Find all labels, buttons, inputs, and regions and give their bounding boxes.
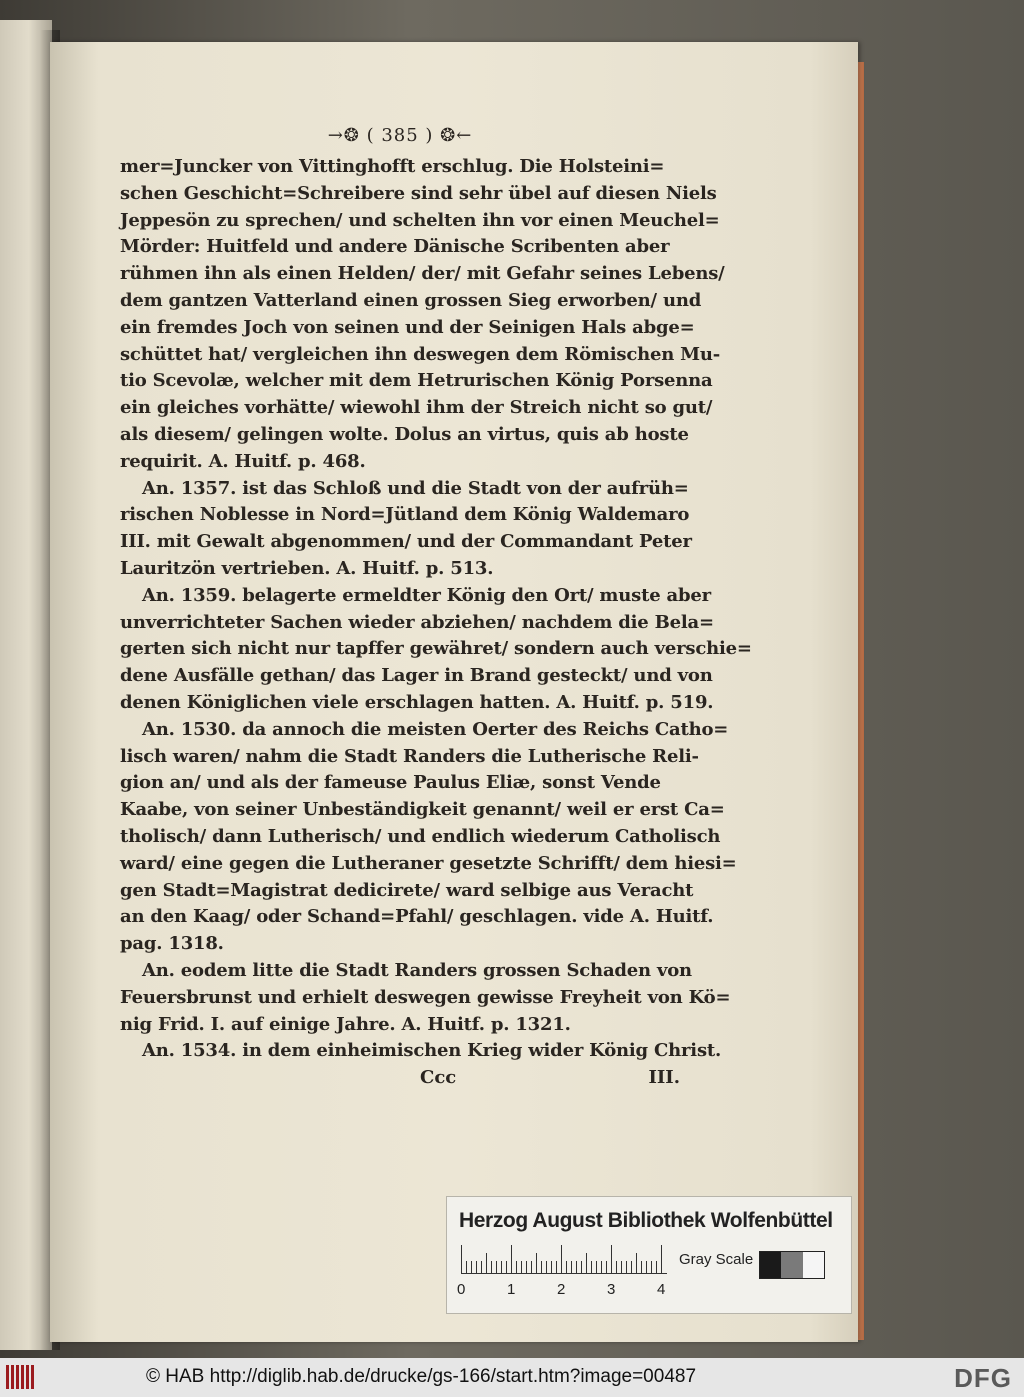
text-line: unverrichteter Sachen wieder abziehen/ nachdem die Bela= [120, 611, 714, 633]
ruler-tick [556, 1261, 557, 1273]
ruler-tick [596, 1261, 597, 1273]
ruler-tick [461, 1245, 462, 1273]
ruler-tick [481, 1261, 482, 1273]
text-line: pag. 1318. [120, 933, 224, 955]
gray-swatch [803, 1252, 824, 1278]
text-line: Jeppesön zu sprechen/ und schelten ihn vor einen Meuchel= [120, 209, 720, 231]
ruler-tick [546, 1261, 547, 1273]
ruler-tick [516, 1261, 517, 1273]
ruler-tick [576, 1261, 577, 1273]
text-line: gen Stadt=Magistrat dedicirete/ ward selbige aus Veracht [120, 879, 694, 901]
text-line: an den Kaag/ oder Schand=Pfahl/ geschlagen. vide A. Huitf. [120, 906, 714, 928]
text-line: rühmen ihn als einen Helden/ der/ mit Gefahr seines Lebens/ [120, 263, 725, 285]
ruler-tick [646, 1261, 647, 1273]
library-title: Herzog August Bibliothek Wolfenbüttel [459, 1209, 833, 1232]
text-line: An. 1357. ist das Schloß und die Stadt von der aufrüh= [142, 477, 689, 499]
text-line: An. eodem litte die Stadt Randers grossen Schaden von [142, 959, 692, 981]
ruler-tick [571, 1261, 572, 1273]
copyright-link[interactable]: © HAB http://diglib.hab.de/drucke/gs-166/start.htm?image=00487 [146, 1366, 697, 1387]
ruler-tick [521, 1261, 522, 1273]
grayscale-label: Gray Scale [679, 1251, 754, 1268]
ruler-tick [606, 1261, 607, 1273]
text-line: als diesem/ gelingen wolte. Dolus an virtus, quis ab hoste [120, 423, 689, 445]
hab-logo-icon [6, 1365, 36, 1389]
ruler-number: 1 [507, 1281, 516, 1298]
ruler-number: 2 [557, 1281, 566, 1298]
gray-swatch [760, 1252, 781, 1278]
ruler-tick [526, 1261, 527, 1273]
text-line: An. 1530. da annoch die meisten Oerter des Reichs Catho= [142, 718, 729, 740]
text-line: rischen Noblesse in Nord=Jütland dem König Waldemaro [120, 504, 690, 526]
ruler-tick [656, 1261, 657, 1273]
text-line: lisch waren/ nahm die Stadt Randers die Lutherische Reli- [120, 745, 699, 767]
ruler-tick [506, 1261, 507, 1273]
ruler-tick [466, 1261, 467, 1273]
running-head: →❂ ( 385 ) ❂← [327, 125, 473, 146]
text-line: An. 1359. belagerte ermeldter König den Ort/ muste aber [142, 584, 711, 606]
ruler-tick [661, 1245, 662, 1273]
text-line: nig Frid. I. auf einige Jahre. A. Huitf. p. 1321. [120, 1013, 571, 1035]
text-line: gerten sich nicht nur tapffer gewähret/ sondern auch verschie= [120, 638, 752, 660]
ruler-number: 4 [657, 1281, 666, 1298]
gray-swatch [781, 1252, 802, 1278]
text-line: Lauritzön vertrieben. A. Huitf. p. 513. [120, 557, 494, 579]
ruler-tick [491, 1261, 492, 1273]
ruler-number: 0 [457, 1281, 466, 1298]
ruler-tick [551, 1261, 552, 1273]
ruler-tick [536, 1253, 537, 1273]
text-line: mer=Juncker von Vittinghofft erschlug. Die Holsteini= [120, 156, 665, 177]
ruler-tick [631, 1261, 632, 1273]
text-line: tio Scevolæ, welcher mit dem Hetrurischen König Porsenna [120, 370, 713, 392]
ruler-tick [501, 1261, 502, 1273]
text-line: Feuersbrunst und erhielt deswegen gewisse Freyheit von Kö= [120, 986, 731, 1008]
ruler-number: 3 [607, 1281, 616, 1298]
ruler-tick [581, 1261, 582, 1273]
text-line: III. mit Gewalt abgenommen/ und der Commandant Peter [120, 531, 692, 553]
ruler-tick [476, 1261, 477, 1273]
text-line: Kaabe, von seiner Unbeständigkeit genannt/ weil er erst Ca= [120, 799, 725, 821]
text-line: requirit. A. Huitf. p. 468. [120, 450, 366, 472]
ruler-tick [486, 1253, 487, 1273]
ruler-tick [636, 1253, 637, 1273]
footer-bar [0, 1358, 1024, 1397]
text-lines [120, 154, 752, 1065]
text-line: ward/ eine gegen die Lutheraner gesetzte Schrifft/ dem hiesi= [120, 852, 737, 874]
text-line: Mörder: Huitfeld und andere Dänische Scribenten aber [120, 236, 670, 258]
ruler-tick [566, 1261, 567, 1273]
ruler-tick [651, 1261, 652, 1273]
text-line: dem gantzen Vatterland einen grossen Sieg erworben/ und [120, 289, 702, 311]
signature-mark: Ccc [420, 1067, 457, 1089]
dfg-logo: DFG [954, 1363, 1012, 1393]
ruler-tick [601, 1261, 602, 1273]
ruler-tick [511, 1245, 512, 1273]
text-line: dene Ausfälle gethan/ das Lager in Brand gesteckt/ und von [120, 665, 713, 687]
text-line: gion an/ und als der fameuse Paulus Eliæ, sonst Vende [120, 772, 661, 794]
ruler-tick [471, 1261, 472, 1273]
ruler-tick [626, 1261, 627, 1273]
page-text [120, 124, 752, 1092]
ruler-tick [586, 1253, 587, 1273]
ruler-tick [561, 1245, 562, 1273]
catchword: III. [648, 1067, 680, 1089]
scale-ruler [461, 1243, 667, 1274]
ruler-tick [591, 1261, 592, 1273]
grayscale-swatches [759, 1251, 825, 1279]
book-page [50, 42, 858, 1342]
ruler-tick [621, 1261, 622, 1273]
ruler-tick [541, 1261, 542, 1273]
text-line: schüttet hat/ vergleichen ihn deswegen dem Römischen Mu- [120, 343, 721, 365]
text-line: ein gleiches vorhätte/ wiewohl ihm der Streich nicht so gut/ [120, 397, 713, 419]
text-line: denen Königlichen viele erschlagen hatten. A. Huitf. p. 519. [120, 691, 714, 713]
ruler-tick [641, 1261, 642, 1273]
text-line: An. 1534. in dem einheimischen Krieg wider König Christ. [142, 1040, 722, 1062]
text-line: schen Geschicht=Schreibere sind sehr übel auf diesen Niels [120, 182, 717, 204]
ruler-tick [616, 1261, 617, 1273]
ruler-tick [496, 1261, 497, 1273]
color-reference-card [446, 1196, 852, 1314]
text-line: ein fremdes Joch von seinen und der Seinigen Hals abge= [120, 316, 695, 338]
text-line: tholisch/ dann Lutherisch/ und endlich wiederum Catholisch [120, 825, 721, 847]
catch-line [120, 1065, 680, 1092]
ruler-tick [611, 1245, 612, 1273]
ruler-tick [531, 1261, 532, 1273]
